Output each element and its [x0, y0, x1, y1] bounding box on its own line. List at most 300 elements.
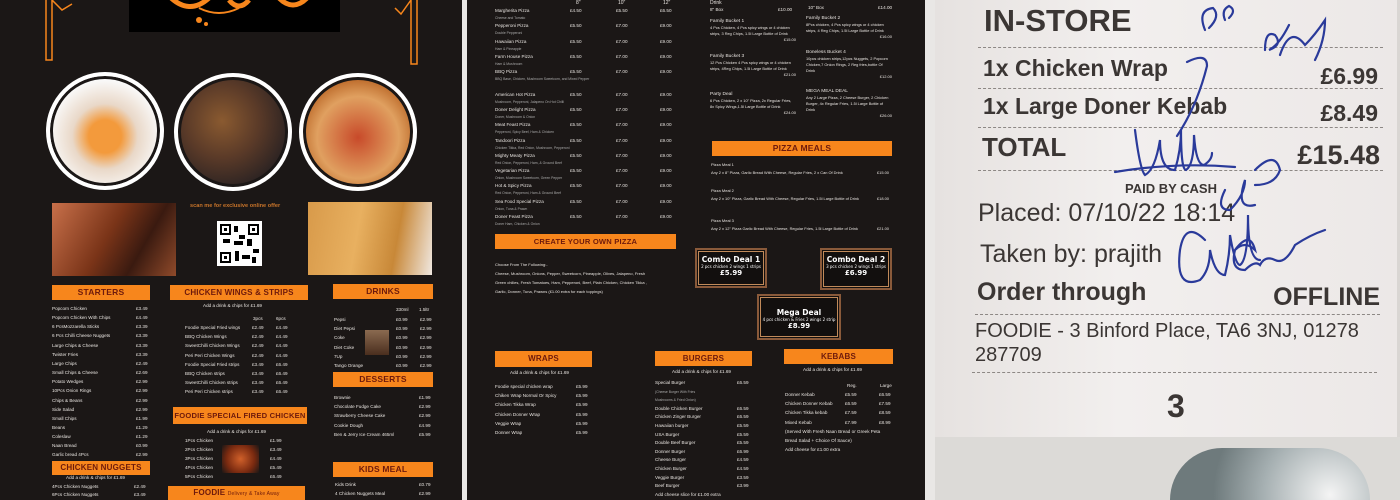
item-name: Chicken Zinger Burger: [655, 414, 701, 420]
item-price: £5.50: [570, 214, 582, 219]
item-price: £5.99: [576, 402, 588, 408]
item-name: Donner Burger: [655, 448, 686, 454]
item-price: £9.00: [660, 91, 672, 97]
item-name: Foodie Special Fried strips: [185, 361, 240, 367]
bucket-name: Party Deal: [710, 92, 733, 97]
item-price: £2.99: [419, 490, 431, 496]
item-price: £7.59: [845, 410, 857, 416]
item-price: £6.59: [737, 405, 749, 411]
decorative-bracket-right: [385, 0, 425, 66]
item-price: £0.99: [396, 317, 408, 322]
item-name: Chicken Donner Kebab: [785, 401, 833, 407]
item-price: £5.50: [570, 152, 582, 158]
order-type: IN-STORE: [984, 3, 1132, 38]
pizza-meal-name: Pizza Meal 1: [711, 162, 734, 167]
size-10: 10": [618, 0, 626, 6]
item-name: Pepperoni Pizza: [495, 23, 529, 29]
bucket-name: Boneless Bucket 4: [806, 50, 846, 55]
item-price: £7.59: [879, 401, 891, 407]
item-price: £4.49: [276, 343, 288, 349]
item-price: £0.99: [396, 363, 408, 368]
item-price: £2.69: [136, 370, 148, 376]
create-line2: Green chilies, Fresh Tomatoes, Ham, Pepperoni, Beef, Plain Chicken, Chicken Tikka ,: [495, 280, 647, 285]
item-price: £5.99: [419, 431, 431, 437]
item-name: Strawberry Cheese Cake: [334, 413, 386, 419]
item-price: £6.49: [276, 361, 288, 367]
item-name: Pepsi: [334, 317, 346, 322]
combo-name: Combo Deal 1: [701, 255, 761, 264]
store-address: FOODIE - 3 Binford Place, TA6 3NJ, 01278: [975, 320, 1359, 342]
item-price: £2.49: [134, 484, 146, 489]
bucket-name: Family Bucket 3: [710, 54, 745, 59]
menu-page-left: [0, 0, 462, 500]
item-name: Chicken Tikka Wrap: [495, 402, 536, 408]
item-price: £3.39: [136, 324, 148, 330]
item-price: £7.00: [616, 54, 628, 59]
burgers-wraps-photo: [174, 73, 292, 191]
item-price: £0.99: [136, 443, 148, 449]
payment-method: PAID BY CASH: [1125, 181, 1217, 196]
delivery-header: [168, 486, 305, 500]
desserts-header: DESSERTS: [333, 372, 433, 387]
logo: [129, 0, 340, 32]
pizza-meal-desc: Any 2 x 8" Pizza, Garlic Bread With Cheese, Regular Fries, 2 x Can Of Drink: [711, 170, 843, 175]
item-name: Small Chips & Cheese: [52, 370, 98, 376]
item-price: £1.99: [270, 438, 282, 443]
bucket-price: £16.00: [879, 34, 892, 39]
item-price: £6.49: [276, 380, 288, 386]
item-price: £6.49: [276, 371, 288, 376]
item-name: 10Pcs Onion Rings: [52, 388, 92, 394]
create-line3: Garlic, Donner, Tuna, Prawns (£1.00 extra for each toppings): [495, 289, 603, 294]
item-name: Doner Delight Pizza: [495, 106, 536, 112]
item-price: £9.00: [660, 183, 672, 189]
bucket-price: £21.00: [783, 72, 796, 77]
item-price: £2.99: [420, 335, 432, 341]
item-name: Large Chips: [52, 360, 77, 366]
fired-note: Add a drink & chips for £1.69: [207, 429, 266, 434]
special-burger-desc-2: Mushrooms & Fried Onion): [655, 398, 696, 402]
item-price: £7.00: [616, 168, 628, 173]
item-price: £9.00: [660, 23, 672, 29]
item-name: Popcorn Chicken: [52, 306, 87, 311]
item-price: £3.49: [252, 371, 264, 376]
item-name: Cheese Burger: [655, 457, 686, 463]
item-price: £2.49: [252, 325, 264, 330]
pizza-meal-price: £15.00: [877, 170, 889, 175]
item-price: £0.79: [419, 482, 431, 487]
wings-col-3pcs: 3pcs: [253, 316, 263, 321]
item-price: £2.99: [419, 404, 431, 410]
item-price: £5.50: [570, 168, 582, 173]
size-8: 8": [576, 0, 581, 6]
bucket-name: Family Bucket 1: [710, 19, 745, 24]
pizza-meal-desc: Any 2 x 12" Pizza Garlic Bread With Cheese, Regular Fries, 1.5l Large Bottle of Drink: [711, 226, 858, 231]
item-name: BBQ Pizza: [495, 69, 518, 75]
box10-price: £14.00: [878, 5, 893, 10]
nuggets-header: CHICKEN NUGGETS: [52, 461, 150, 475]
item-price: £7.00: [616, 122, 628, 127]
pizza-meal-name: Pizza Meal 2: [711, 188, 734, 193]
item-price: £5.59: [737, 440, 749, 446]
item-description: Red Onion, Pepperoni, Ham & Ground Beef: [495, 191, 561, 196]
bucket-desc: 8Pcs chicken, 4 Pcs spicy wings or 4 chicken strips, 4 Reg Chips, 1.5l Large Bottle of Drink: [806, 22, 884, 33]
item-name: 5Pcs Chicken: [185, 474, 214, 479]
item-name: 3Pcs Chicken: [185, 456, 214, 461]
kebab-col-reg: Reg.: [847, 383, 857, 388]
item-name: Chips & Beans: [52, 397, 83, 403]
bucket-name: Family Bucket 2: [806, 16, 841, 21]
item-description: BBQ Base, Chicken, Mushroom Sweetcorn, and Mixed Pepper: [495, 77, 590, 82]
item-name: Cookie Dough: [334, 422, 364, 428]
item-name: SweetChilli Chicken Wings: [185, 343, 240, 349]
item-price: £2.99: [136, 397, 148, 403]
wings-note: Add a drink & chips for £1.69: [203, 303, 262, 308]
item-price: £7.00: [616, 23, 628, 29]
fired-chicken-header: FOODIE SPECIAL FIRED CHICKEN: [173, 407, 307, 424]
qr-caption: scan me for exclusive online offer: [190, 203, 281, 209]
pizza-meal-name: Pizza Meal 3: [711, 218, 734, 223]
item-name: Twister Fries: [52, 351, 79, 357]
item-name: Farm House Pizza: [495, 54, 533, 59]
item-price: £7.00: [616, 137, 628, 143]
item-price: £2.99: [136, 379, 148, 385]
create-intro: Choose From The Following:-: [495, 262, 548, 267]
kebab-note-1: (Served With Fresh Naan Bread or Greek Peta: [785, 429, 881, 434]
item-price: £3.49: [252, 380, 264, 386]
item-price: £4.49: [276, 325, 288, 330]
item-name: Diet Coke: [334, 344, 355, 350]
wings-header: CHICKEN WINGS & STRIPS: [170, 285, 308, 300]
item-name: American Hot Pizza: [495, 91, 536, 97]
item-name: 1Pcs Chicken: [185, 438, 214, 443]
item-name: Hawaiian burger: [655, 423, 689, 428]
item-name: Large Chips & Cheese: [52, 342, 99, 348]
item-price: £5.59: [845, 392, 857, 397]
printer-roller: [1170, 448, 1370, 500]
item-price: £8.99: [879, 419, 891, 425]
combo-deal-1: [695, 248, 767, 288]
combo-desc: 4 pcs chicken & Fries 2 wings 2 strip: [762, 317, 836, 322]
handwritten-notes: [935, 0, 1400, 340]
bucket-desc: 4 Pcs Chicken, 4 Pcs spicy wings or 4 chicken strips, 3 Reg Chips, 1.5l Large Bottle of Drink: [710, 25, 790, 36]
pizza-meal-desc: Any 2 x 10" Pizza, Garlic Bread With Cheese, Regular Fries, 1.5l Large Bottle of Drink: [711, 196, 859, 201]
wraps-header: WRAPS: [495, 351, 592, 367]
burgers-header: BURGERS: [655, 351, 752, 366]
item-name: Vegetarian Pizza: [495, 168, 530, 173]
special-burger-desc: (Cheese Burger With Fries: [655, 390, 696, 394]
total-amount: £15.48: [1297, 140, 1380, 170]
item-name: SweetChilli Chicken strips: [185, 380, 238, 386]
item-price: £7.00: [616, 198, 628, 204]
item-price: £2.99: [419, 413, 431, 419]
item-price: £4.59: [737, 466, 749, 471]
item-price: £5.99: [576, 430, 588, 435]
item-price: £5.50: [570, 137, 582, 143]
item-price: £5.50: [570, 106, 582, 112]
order-number: 3: [1167, 388, 1185, 424]
item-description: Ham & Mushroom: [495, 62, 523, 66]
qr-code[interactable]: [217, 221, 262, 266]
item-price: £3.49: [136, 306, 148, 311]
item-price: £9.00: [660, 198, 672, 204]
item-price: £1.99: [136, 415, 148, 421]
bucket-deal: [806, 50, 892, 80]
item-price: £0.99: [396, 335, 408, 341]
drinks-col-330ml: 330ml: [396, 307, 409, 312]
item-description: Mushroom, Pepperoni, Jalapeno On Hot Chilli: [495, 99, 564, 104]
item-price: £9.00: [660, 152, 672, 158]
item-name: Mighty Meaty Pizza: [495, 152, 535, 158]
item-price: £0.99: [396, 344, 408, 350]
item-name: 6Pcs Chicken Nuggets: [52, 492, 99, 497]
item-name: Foodie special chicken wrap: [495, 384, 553, 389]
bucket-desc: 12 Pcs Chicken 4 Pcs spicy wings or 4 chicken strips, 4Reg Chips, 1.5l Large Bottle of Drink: [710, 60, 791, 71]
menu-page-middle: [467, 0, 925, 500]
order-through-value: OFFLINE: [1273, 283, 1380, 311]
item-price: £5.50: [570, 198, 582, 204]
item-price: £3.49: [134, 492, 146, 497]
item-price: £4.59: [737, 457, 749, 463]
item-price: £5.99: [576, 384, 588, 389]
item-description: Cheese and Tomato: [495, 16, 526, 20]
item-price: £5.99: [576, 393, 588, 399]
kebab-col-large: Large: [880, 383, 892, 388]
combo-deal-2: [820, 248, 892, 290]
item-name: Veggie Wrap: [495, 420, 522, 426]
decorative-bracket-left: [40, 0, 80, 62]
item-name: Peri Peri Chicken Wings: [185, 352, 235, 358]
bucket-deal: [806, 16, 892, 40]
item-price: £2.99: [420, 344, 432, 350]
bucket-name: MEGA MEAL DEAL: [806, 89, 848, 94]
item-name: Peri Peri Chicken strips: [185, 389, 233, 395]
pizza-meal-price: £18.00: [877, 196, 889, 201]
item-name: Side Salad: [52, 406, 75, 412]
bucket-desc: 6 Pcs Chicken, 2 x 10" Pizza, 2x Regular Fries, 8x Spicy Wings,1.5l Large Bottle of Drink: [710, 98, 792, 109]
item-price: £9.00: [660, 168, 672, 173]
item-price: £7.00: [616, 152, 628, 158]
bucket-price: £12.00: [879, 74, 892, 79]
item-name: USA Burger: [655, 431, 680, 437]
item-price: £2.99: [420, 326, 432, 332]
combo-price: £8.99: [787, 322, 811, 330]
chicken-strips-photo: [308, 202, 432, 275]
receipt-item-name: 1x Chicken Wrap: [983, 55, 1168, 81]
pizza-meals-header: PIZZA MEALS: [712, 141, 892, 156]
bucket-desc: Any 2 Large Pizza, 2 Cheese Burger, 2 Chicken Burger, 4x Regular Fries, 1.5l Large Bottle of Drink: [806, 95, 889, 112]
grilled-chicken-photo: [52, 203, 176, 276]
pizza-photo: [299, 73, 417, 191]
item-price: £6.49: [276, 389, 288, 395]
wings-col-6pcs: 6pcs: [276, 316, 286, 321]
placed-datetime: Placed: 07/10/22 18:14: [978, 199, 1236, 227]
item-price: £4.49: [276, 334, 288, 340]
create-pizza-header: CREATE YOUR OWN PIZZA: [495, 234, 676, 249]
combo-name: Combo Deal 2: [826, 255, 886, 264]
item-price: £5.50: [570, 69, 582, 75]
item-price: £5.49: [270, 465, 282, 470]
box8: 8" Box: [710, 7, 724, 12]
bucket-price: £15.00: [783, 37, 796, 42]
item-description: Double Pepperoni: [495, 31, 523, 36]
item-price: £2.49: [252, 334, 264, 340]
item-price: £3.59: [737, 474, 749, 480]
receipt-item-price: £6.99: [1320, 63, 1378, 89]
item-price: £7.00: [616, 183, 628, 189]
item-name: 6 Pcs Chilli Cheese Nuggets: [52, 333, 111, 339]
item-price: £1.29: [136, 424, 148, 430]
item-price: £2.49: [252, 352, 264, 358]
item-name: 2Pcs Chicken: [185, 447, 214, 452]
item-price: £9.00: [660, 214, 672, 219]
item-price: £3.39: [136, 351, 148, 357]
item-price: £9.00: [660, 137, 672, 143]
item-name: Veggie Burger: [655, 474, 685, 480]
item-name: Donner Kebab: [785, 392, 815, 397]
kebabs-note: Add a drink & chips for £1.69: [803, 367, 862, 372]
item-price: £3.49: [270, 447, 282, 452]
item-price: £5.50: [570, 54, 582, 59]
bucket-deal: [710, 54, 796, 78]
box8-price: £10.00: [778, 7, 793, 12]
wraps-note: Add a drink & chips for £1.69: [510, 370, 569, 375]
mega-deal: [757, 294, 841, 340]
item-name: Doner Feast Pizza: [495, 214, 533, 219]
item-name: Tango Orange: [334, 363, 364, 368]
item-name: Special Burger: [655, 380, 686, 385]
item-price: £4.99: [419, 422, 431, 428]
item-name: 6 PcsMozzarella Sticks: [52, 324, 100, 330]
item-price: £3.49: [252, 389, 264, 395]
item-price: £9.00: [660, 106, 672, 112]
item-description: Onion, Tuna & Prawn: [495, 206, 528, 211]
item-price: £5.50: [616, 8, 628, 13]
fried-chicken-photo: [222, 445, 259, 473]
item-price: £8.59: [879, 410, 891, 416]
item-name: Chicken Donner Wrap: [495, 411, 541, 417]
item-price: £5.50: [570, 91, 582, 97]
kids-meal-header: KIDS MEAL: [333, 462, 433, 477]
item-description: Ham & Pineapple: [495, 46, 522, 51]
item-price: £5.50: [570, 38, 582, 44]
item-price: £6.59: [737, 414, 749, 420]
item-name: Beef Burger: [655, 483, 680, 489]
item-price: £6.59: [845, 401, 857, 407]
burgers-note: Add a drink & chips for £1.69: [672, 369, 731, 374]
kebab-note-2: Bread Salad + Choice Of Sauce): [785, 438, 852, 443]
item-price: £7.99: [845, 419, 857, 425]
item-price: £0.99: [396, 326, 408, 332]
starters-header: STARTERS: [52, 285, 150, 300]
item-name: BBQ Chicken strips: [185, 371, 225, 376]
item-price: £3.39: [136, 342, 148, 348]
item-price: £1.99: [419, 395, 431, 400]
item-price: £5.99: [576, 420, 588, 426]
box-drink-text: Drink: [710, 0, 722, 6]
item-price: £9.00: [660, 122, 672, 127]
item-price: £3.99: [737, 483, 749, 489]
kebab-note-3: Add cheese for £1.00 extra: [785, 447, 841, 452]
bucket-deal: [710, 92, 796, 116]
item-name: 4 Chicken Nuggets Meal: [335, 490, 386, 496]
pizza-meal-price: £21.00: [877, 226, 889, 231]
bucket-deal: [806, 89, 892, 119]
item-price: £5.50: [570, 122, 582, 127]
item-name: Mixed Kebab: [785, 419, 812, 425]
item-name: Meat Feast Pizza: [495, 122, 531, 127]
item-price: £4.49: [276, 352, 288, 358]
item-name: Small Chips: [52, 415, 77, 421]
item-name: Garlic bread 4Pcs: [52, 452, 89, 458]
item-name: Hawaiian Pizza: [495, 38, 527, 44]
item-description: Red Onion, Pepperoni, Ham, & Ground Beef: [495, 160, 562, 165]
item-description: Onion, Mushroom Sweetcorn, Green Pepper: [495, 176, 563, 180]
delivery-title: FOODIE: [193, 488, 226, 497]
item-price: £2.99: [136, 452, 148, 458]
item-price: £3.49: [252, 361, 264, 367]
item-name: Ben & Jerry Ice Cream 465ml: [334, 431, 395, 437]
item-price: £0.99: [396, 353, 408, 359]
size-12: 12": [663, 0, 671, 6]
item-name: Naan Bread: [52, 443, 77, 449]
create-line1: Cheese, Mushroom, Onions, Pepper, Sweetcorn, Pineapple, Olives, Jalapeno, Fresh: [495, 271, 646, 276]
item-name: 4Pcs Chicken: [185, 465, 214, 470]
item-name: Double Beef Burger: [655, 440, 696, 446]
combo-name: Mega Deal: [776, 308, 822, 317]
item-price: £9.00: [660, 38, 672, 44]
item-name: Kids Drink: [335, 482, 356, 487]
item-price: £2.99: [136, 406, 148, 412]
item-price: £5.59: [737, 423, 749, 428]
item-name: Chiken Wrap Normal Or Spicy: [495, 393, 557, 399]
item-name: Foodie Special Fried wings: [185, 325, 241, 330]
item-price: £5.59: [737, 431, 749, 437]
item-name: Popcorn Chicken With Chips: [52, 315, 111, 321]
total-label: TOTAL: [982, 132, 1067, 162]
item-price: £7.00: [616, 38, 628, 44]
item-description: Chicken Tikka, Red Onion, Mushroom, Pepperoni: [495, 145, 570, 150]
item-price: £6.59: [879, 392, 891, 397]
item-name: Chicken Burger: [655, 466, 687, 471]
item-price: £4.49: [136, 315, 148, 321]
item-price: £2.99: [420, 353, 432, 359]
box10: 10" Box: [808, 5, 824, 10]
bucket-price: £24.00: [783, 110, 796, 115]
kebabs-header: KEBABS: [784, 349, 893, 364]
receipt-item-price: £8.49: [1320, 100, 1378, 126]
drinks-col-1-5ltr: 1.5ltr: [419, 307, 430, 312]
bucket-deal: [710, 19, 796, 43]
item-price: £9.00: [660, 69, 672, 75]
bucket-price: £26.00: [879, 113, 892, 118]
delivery-subtitle: Delivery & Take Away: [227, 491, 280, 497]
item-description: Doner, Mushroom & Onion: [495, 114, 536, 119]
item-name: BBQ Chicken Wings: [185, 334, 227, 340]
item-name: Brownie: [334, 395, 351, 400]
nuggets-note: Add a drink & chips for £1.69: [66, 475, 125, 480]
item-name: Margherita Pizza: [495, 8, 530, 13]
item-price: £1.29: [136, 434, 148, 440]
store-phone-cont: 287709: [975, 344, 1042, 366]
item-price: £6.49: [270, 474, 282, 479]
item-name: Double Chicken Burger: [655, 405, 703, 411]
item-price: £2.49: [252, 343, 264, 349]
combo-price: £6.99: [844, 269, 868, 277]
order-through-label: Order through: [977, 278, 1147, 306]
item-price: £4.50: [570, 8, 582, 13]
item-price: £7.00: [616, 214, 628, 219]
